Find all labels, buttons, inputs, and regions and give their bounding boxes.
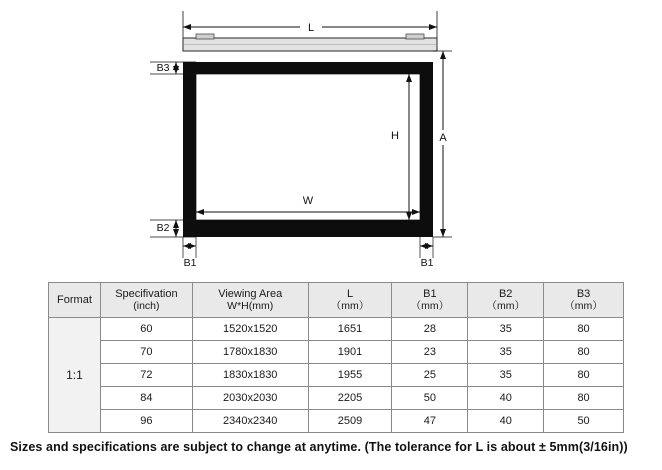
cell-specification: 84 <box>100 387 192 410</box>
cell-l: 2509 <box>308 410 392 433</box>
screen-body <box>183 62 433 237</box>
dimension-A <box>433 51 452 237</box>
header-format-main: Format <box>57 293 92 306</box>
label-B2: B2 <box>156 221 170 234</box>
table-row <box>49 410 624 433</box>
cell-viewing-area: 1780x1830 <box>192 341 308 364</box>
cell-b3: 80 <box>544 318 624 341</box>
cell-b2: 40 <box>468 410 544 433</box>
header-format <box>49 283 101 318</box>
header-specification <box>100 283 192 318</box>
label-B3: B3 <box>156 61 170 74</box>
cell-b1: 28 <box>392 318 468 341</box>
header-b3 <box>544 283 624 318</box>
specification-table <box>48 282 624 433</box>
format-value: 1:1 <box>49 318 101 433</box>
table-row <box>49 318 624 341</box>
dimension-L <box>183 11 437 42</box>
header-b2 <box>468 283 544 318</box>
cell-b3: 80 <box>544 364 624 387</box>
dimension-B1-right <box>420 237 434 269</box>
cell-b2: 40 <box>468 387 544 410</box>
table-row <box>49 387 624 410</box>
cell-viewing-area: 1520x1520 <box>192 318 308 341</box>
cell-l: 1901 <box>308 341 392 364</box>
header-b1-main: B1 <box>423 287 437 300</box>
header-b2-main: B2 <box>498 287 513 300</box>
cell-specification: 96 <box>100 410 192 433</box>
header-specification-main: Specifivation <box>115 287 178 300</box>
cell-b1: 47 <box>392 410 468 433</box>
header-b1 <box>392 283 468 318</box>
cell-l: 1651 <box>308 318 392 341</box>
cell-b2: 35 <box>468 364 544 387</box>
cell-l: 1955 <box>308 364 392 387</box>
cell-b1: 50 <box>392 387 468 410</box>
header-viewing-area-sub: W*H(mm) <box>227 300 274 313</box>
header-b3-sub: （mm） <box>564 300 603 313</box>
cell-viewing-area: 2340x2340 <box>192 410 308 433</box>
cell-viewing-area: 2030x2030 <box>192 387 308 410</box>
cell-b3: 50 <box>544 410 624 433</box>
table-row <box>49 341 624 364</box>
cell-b3: 80 <box>544 341 624 364</box>
header-l-sub: （mm） <box>330 300 370 313</box>
header-specification-sub: (inch) <box>133 300 160 313</box>
cell-b1: 25 <box>392 364 468 387</box>
cell-b2: 35 <box>468 318 544 341</box>
label-H: H <box>391 129 399 142</box>
cell-viewing-area: 1830x1830 <box>192 364 308 387</box>
header-b3-main: B3 <box>576 287 591 300</box>
screen-casing <box>183 34 437 51</box>
label-B1-right: B1 <box>420 256 434 269</box>
specification-table-container <box>48 282 624 433</box>
cell-specification: 60 <box>100 318 192 341</box>
dimension-B1-left <box>183 237 197 269</box>
cell-specification: 70 <box>100 341 192 364</box>
header-l-main: L <box>346 287 354 300</box>
cell-b3: 80 <box>544 387 624 410</box>
table-header-row <box>49 283 624 318</box>
cell-b1: 23 <box>392 341 468 364</box>
footer-note: Sizes and specifications are subject to change at anytime. (The tolerance for L is about ± 5mm(3/16in)) <box>10 440 628 454</box>
label-W: W <box>302 194 314 207</box>
label-A: A <box>439 131 447 144</box>
label-L: L <box>307 21 315 34</box>
header-b2-sub: （mm） <box>486 300 525 313</box>
header-viewing-area <box>192 283 308 318</box>
header-b1-sub: （mm） <box>410 300 450 313</box>
label-B1-left: B1 <box>183 256 197 269</box>
cell-b2: 35 <box>468 341 544 364</box>
cell-specification: 72 <box>100 364 192 387</box>
header-l <box>308 283 392 318</box>
header-viewing-area-main: Viewing Area <box>218 287 283 300</box>
table-row <box>49 364 624 387</box>
cell-l: 2205 <box>308 387 392 410</box>
